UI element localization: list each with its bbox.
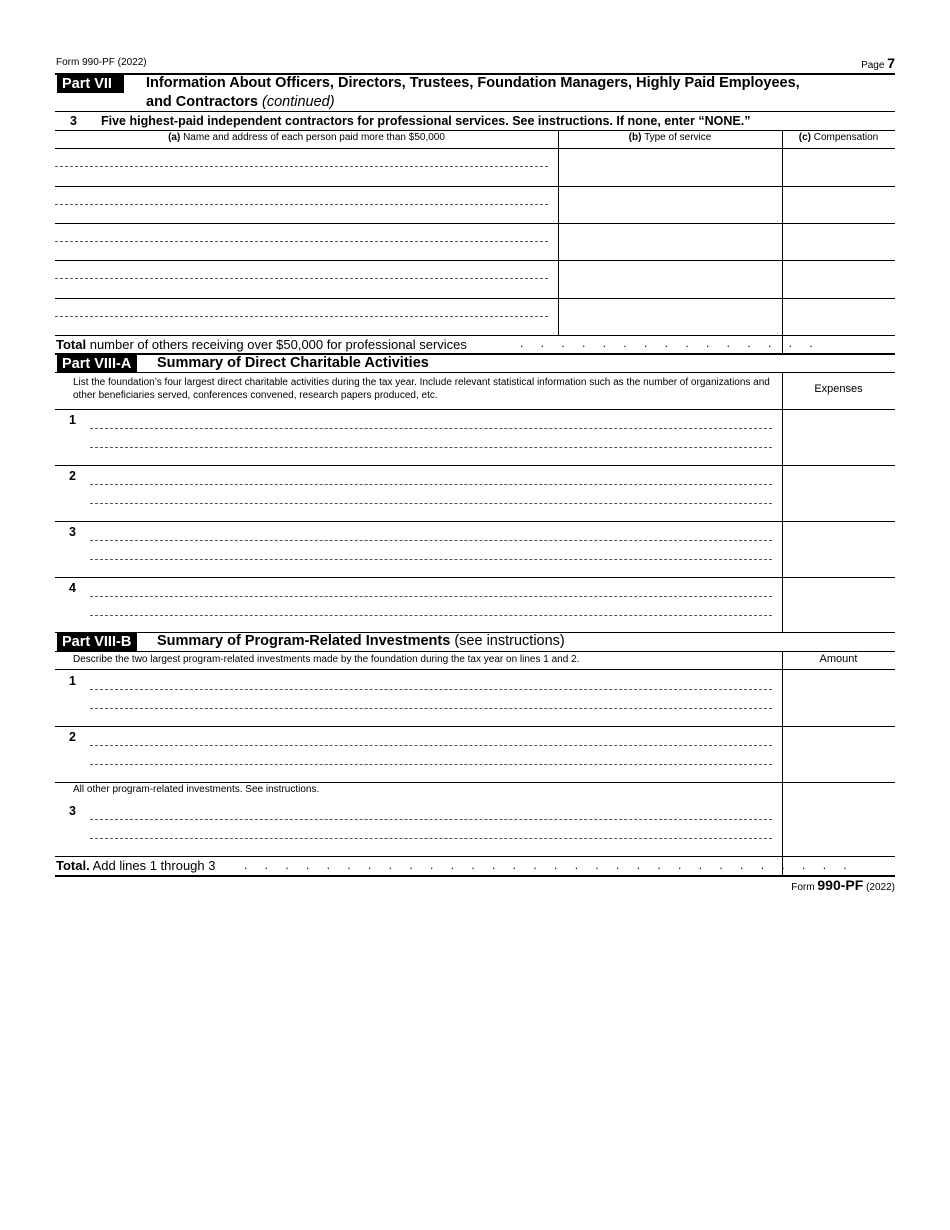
part8b-title-wrap <box>157 633 565 649</box>
part8a-label: Part VIII-A <box>57 355 137 373</box>
pri-rule <box>55 856 895 857</box>
part7-title-line2-wrap <box>146 93 886 112</box>
part8b-title-note: (see instructions) <box>454 633 565 649</box>
pri-description-field[interactable] <box>90 672 774 724</box>
part8b-total-label: Total. <box>56 858 90 873</box>
col-b-letter: (b) <box>628 132 642 143</box>
service-type-field[interactable] <box>559 149 781 185</box>
compensation-field[interactable] <box>783 261 894 297</box>
activity-line-num: 2 <box>69 469 76 483</box>
form-footer <box>740 877 895 893</box>
activity-rule <box>55 577 895 578</box>
part8b-instr-rule <box>55 669 895 670</box>
activity-rule <box>55 465 895 466</box>
compensation-field[interactable] <box>783 187 894 223</box>
part7-total-text: number of others receiving over $50,000 for professional services <box>89 337 467 352</box>
part8a-title: Summary of Direct Charitable Activities <box>157 355 429 371</box>
part7-rule <box>55 111 895 112</box>
part7-line3-rule <box>55 130 895 131</box>
part7-label: Part VII <box>57 75 124 93</box>
pri-amount-field[interactable] <box>783 670 894 725</box>
activity-expenses-field[interactable] <box>783 522 894 576</box>
part8b-total-line <box>56 858 215 873</box>
footer-form-prefix: Form <box>791 882 815 893</box>
compensation-field[interactable] <box>783 299 894 335</box>
part7-line3-num: 3 <box>70 114 77 128</box>
footer-form-year: (2022) <box>866 882 895 893</box>
form-id: Form 990-PF (2022) <box>56 57 147 68</box>
service-type-field[interactable] <box>559 261 781 297</box>
service-type-field[interactable] <box>559 187 781 223</box>
pri-description-field[interactable] <box>90 800 774 854</box>
activity-expenses-field[interactable] <box>783 410 894 464</box>
part7-total-label: Total <box>56 337 87 352</box>
activity-line-num: 3 <box>69 525 76 539</box>
col-b-text: Type of service <box>644 132 712 143</box>
part7-title-line1: Information About Officers, Directors, Trustees, Foundation Managers, Highly Paid Employees, <box>146 75 800 91</box>
activity-rule <box>55 521 895 522</box>
part7-total-field[interactable] <box>783 336 894 353</box>
pri-line-num: 2 <box>69 730 76 744</box>
pri-other-text: All other program-related investments. See instructions. <box>73 784 320 795</box>
pri-description-field[interactable] <box>90 728 774 780</box>
col-c-header <box>782 132 895 143</box>
activity-description-field[interactable] <box>90 579 774 631</box>
service-type-field[interactable] <box>559 224 781 260</box>
expenses-header: Expenses <box>814 383 863 395</box>
activity-expenses-field[interactable] <box>783 578 894 632</box>
col-a-header <box>55 132 558 143</box>
pri-rule <box>55 782 895 783</box>
part7-title <box>146 74 886 112</box>
part8b-title-rule <box>55 651 895 652</box>
part7-line3-text: Five highest-paid independent contractors for professional services. See instructions. If none, enter “NONE.” <box>101 114 751 128</box>
activity-line-num: 4 <box>69 581 76 595</box>
activity-description-field[interactable] <box>90 523 774 575</box>
page-number: 7 <box>887 55 895 71</box>
col-c-letter: (c) <box>798 132 811 143</box>
page-indicator <box>830 55 895 71</box>
pri-line-num: 1 <box>69 674 76 688</box>
part8b-instructions: Describe the two largest program-related investments made by the foundation during the tax year on lines 1 and 2. <box>73 654 580 665</box>
part8b-total-text: Add lines 1 through 3 <box>92 858 216 873</box>
part7-title-continued: (continued) <box>262 94 335 110</box>
pri-line-num: 3 <box>69 804 76 818</box>
part8b-label: Part VIII-B <box>57 633 137 651</box>
activity-description-field[interactable] <box>90 467 774 519</box>
part8a-title-rule <box>55 372 895 373</box>
pri-rule <box>55 726 895 727</box>
pri-amount-field[interactable] <box>783 783 894 855</box>
part8b-total-field[interactable] <box>783 857 894 874</box>
part7-title-line2: and Contractors <box>146 94 258 110</box>
col-a-letter: (a) <box>168 132 181 143</box>
footer-form-name: 990-PF <box>817 877 864 893</box>
amount-header: Amount <box>819 653 858 665</box>
activity-expenses-field[interactable] <box>783 466 894 520</box>
activity-line-num: 1 <box>69 413 76 427</box>
contractor-name-field[interactable] <box>55 261 557 297</box>
col-a-text: Name and address of each person paid more than $50,000 <box>183 132 445 143</box>
compensation-field[interactable] <box>783 224 894 260</box>
col-b-header <box>558 132 782 143</box>
page-label: Page <box>861 60 885 71</box>
contractor-name-field[interactable] <box>55 224 557 260</box>
part8a-instr-rule <box>55 409 895 410</box>
contractor-name-field[interactable] <box>55 187 557 223</box>
part8b-total-dots: . . . . . . . . . . . . . . . . . . . . . . . . . . . . . . <box>244 858 854 872</box>
part8a-instructions: List the foundation’s four largest direct charitable activities during the tax year. Include relevant statistical information such as the number of organizations and other beneficiaries served, conferences convened, research papers produced, etc. <box>73 377 770 401</box>
activity-description-field[interactable] <box>90 411 774 463</box>
part7-total-dots: . . . . . . . . . . . . . . . <box>520 336 820 350</box>
part8b-title: Summary of Program-Related Investments <box>157 633 451 649</box>
col-c-text: Compensation <box>813 132 879 143</box>
contractor-name-field[interactable] <box>55 149 557 185</box>
pri-amount-field[interactable] <box>783 727 894 781</box>
compensation-field[interactable] <box>783 149 894 185</box>
contractor-name-field[interactable] <box>55 299 557 335</box>
service-type-field[interactable] <box>559 299 781 335</box>
part7-total-line <box>56 337 467 352</box>
